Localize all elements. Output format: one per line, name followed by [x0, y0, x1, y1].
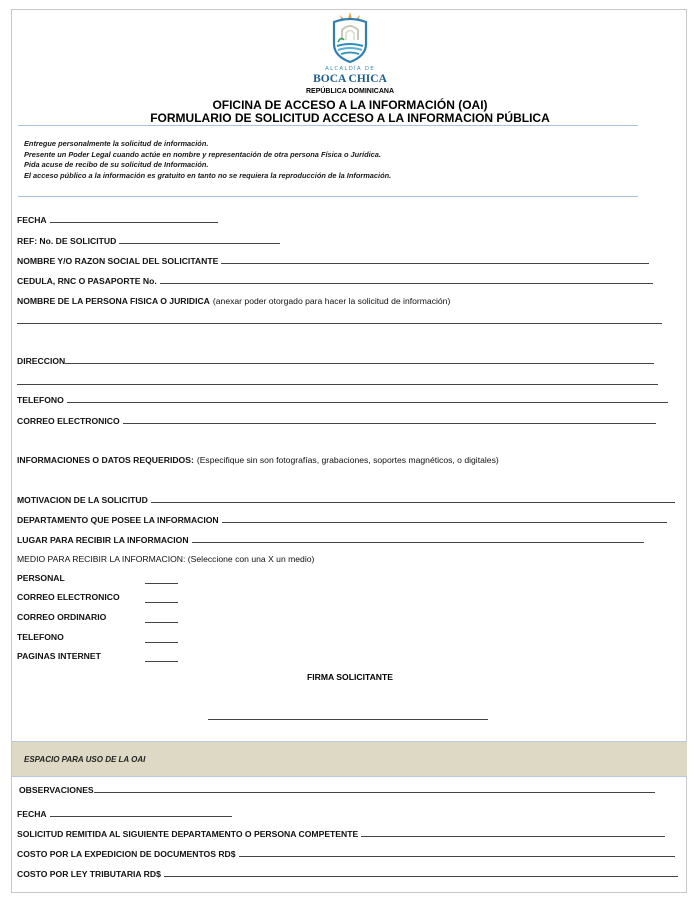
instruction-item: Entregue personalmente la solicitud de información.	[24, 139, 209, 148]
alcaldia-logo	[305, 10, 395, 84]
costo-expedicion-input-line[interactable]	[239, 856, 675, 857]
option-telefono-label: TELEFONO	[17, 632, 64, 642]
telefono-field[interactable]	[17, 393, 668, 405]
fecha-label: FECHA	[17, 215, 47, 225]
option-correo-ordinario-label: CORREO ORDINARIO	[17, 612, 107, 622]
office-title: OFICINA DE ACCESO A LA INFORMACIÓN (OAI)	[212, 98, 488, 112]
oai-section-band	[12, 741, 687, 777]
info-note: (Especifique sin son fotografías, grabaciones, soportes magnéticos, o digitales)	[196, 455, 499, 465]
country-label: REPÚBLICA DOMINICANA	[305, 88, 395, 95]
cedula-label: CEDULA, RNC O PASAPORTE No.	[17, 276, 157, 286]
instruction-item: Pida acuse de recibo de su solicitud de Información.	[24, 160, 209, 169]
observaciones-field[interactable]	[19, 783, 655, 795]
header-divider	[18, 125, 638, 126]
telefono-input-line[interactable]	[67, 402, 668, 403]
motivacion-input-line[interactable]	[151, 502, 675, 503]
lugar-input-line[interactable]	[192, 542, 644, 543]
direccion-input-line[interactable]	[65, 363, 654, 364]
observaciones-input-line[interactable]	[94, 792, 655, 793]
oai-section-title: ESPACIO PARA USO DE LA OAI	[24, 755, 146, 764]
instructions-divider	[18, 196, 638, 197]
persona-input-line[interactable]	[17, 323, 662, 324]
option-paginas-internet-label: PAGINAS INTERNET	[17, 651, 101, 661]
instruction-item: Presente un Poder Legal cuando actúe en nombre y representación de otra persona Física o Jurídica.	[24, 149, 381, 159]
costo-ley-field[interactable]	[17, 867, 678, 879]
direccion-label: DIRECCION	[17, 356, 66, 366]
medio-label: MEDIO PARA RECIBIR LA INFORMACION: (Seleccione con una X un medio)	[17, 554, 315, 564]
costo-ley-label: COSTO POR LEY TRIBUTARIA RD$	[17, 869, 161, 879]
info-label: INFORMACIONES O DATOS REQUERIDOS:	[17, 455, 194, 465]
ref-field[interactable]	[17, 234, 280, 246]
correo-field[interactable]	[17, 414, 656, 426]
form-title: FORMULARIO DE SOLICITUD ACCESO A LA INFORMACION PÚBLICA	[150, 111, 550, 125]
medio-field	[17, 552, 314, 564]
nombre-label: NOMBRE Y/O RAZON SOCIAL DEL SOLICITANTE	[17, 256, 219, 266]
oai-fecha-input-line[interactable]	[50, 816, 232, 817]
oai-fecha-label: FECHA	[17, 809, 47, 819]
departamento-input-line[interactable]	[222, 522, 667, 523]
instruction-item: El acceso público a la información es gratuito en tanto no se requiera la reproducción de la Información.	[24, 170, 392, 180]
signature-label: FIRMA SOLICITANTE	[307, 672, 393, 682]
nombre-field[interactable]	[17, 254, 649, 266]
motivacion-label: MOTIVACION DE LA SOLICITUD	[17, 495, 148, 505]
remitida-label: SOLICITUD REMITIDA AL SIGUIENTE DEPARTAMENTO O PERSONA COMPETENTE	[17, 829, 359, 839]
logo-line2: BOCA CHICA	[313, 73, 387, 85]
direccion-field[interactable]	[17, 354, 654, 366]
motivacion-field[interactable]	[17, 493, 675, 505]
remitida-input-line[interactable]	[361, 836, 665, 837]
lugar-label: LUGAR PARA RECIBIR LA INFORMACION	[17, 535, 189, 545]
observaciones-label: OBSERVACIONES	[19, 785, 94, 795]
direccion-input-line-2[interactable]	[17, 384, 658, 385]
oai-fecha-field[interactable]	[17, 807, 232, 819]
shield-emblem-icon	[328, 10, 372, 64]
lugar-field[interactable]	[17, 533, 644, 545]
cedula-field[interactable]	[17, 274, 653, 286]
option-correo-electronico-checkbox[interactable]	[145, 602, 178, 603]
option-personal-checkbox[interactable]	[145, 583, 178, 584]
option-correo-electronico-label: CORREO ELECTRONICO	[17, 592, 120, 602]
nombre-input-line[interactable]	[221, 263, 649, 264]
fecha-field[interactable]	[17, 213, 218, 225]
cedula-input-line[interactable]	[160, 283, 653, 284]
departamento-label: DEPARTAMENTO QUE POSEE LA INFORMACION	[17, 515, 219, 525]
option-paginas-internet-checkbox[interactable]	[145, 661, 178, 662]
costo-expedicion-label: COSTO POR LA EXPEDICION DE DOCUMENTOS RD$	[17, 849, 236, 859]
ref-label: REF: No. DE SOLICITUD	[17, 236, 117, 246]
option-telefono-checkbox[interactable]	[145, 642, 178, 643]
costo-expedicion-field[interactable]	[17, 847, 675, 859]
fecha-input-line[interactable]	[50, 222, 218, 223]
ref-input-line[interactable]	[119, 243, 280, 244]
instructions-list	[24, 139, 391, 181]
departamento-field[interactable]	[17, 513, 667, 525]
costo-ley-input-line[interactable]	[164, 876, 678, 877]
logo-line1: ALCALDÍA DE	[325, 66, 375, 72]
option-correo-ordinario-checkbox[interactable]	[145, 622, 178, 623]
persona-field	[17, 294, 450, 306]
telefono-label: TELEFONO	[17, 395, 64, 405]
option-personal-label: PERSONAL	[17, 573, 65, 583]
persona-label: NOMBRE DE LA PERSONA FISICA O JURIDICA	[17, 296, 210, 306]
correo-label: CORREO ELECTRONICO	[17, 416, 120, 426]
info-field	[17, 453, 499, 465]
remitida-field[interactable]	[17, 827, 665, 839]
correo-input-line[interactable]	[123, 423, 656, 424]
signature-line[interactable]	[208, 719, 488, 720]
persona-note: (anexar poder otorgado para hacer la solicitud de información)	[212, 296, 451, 306]
